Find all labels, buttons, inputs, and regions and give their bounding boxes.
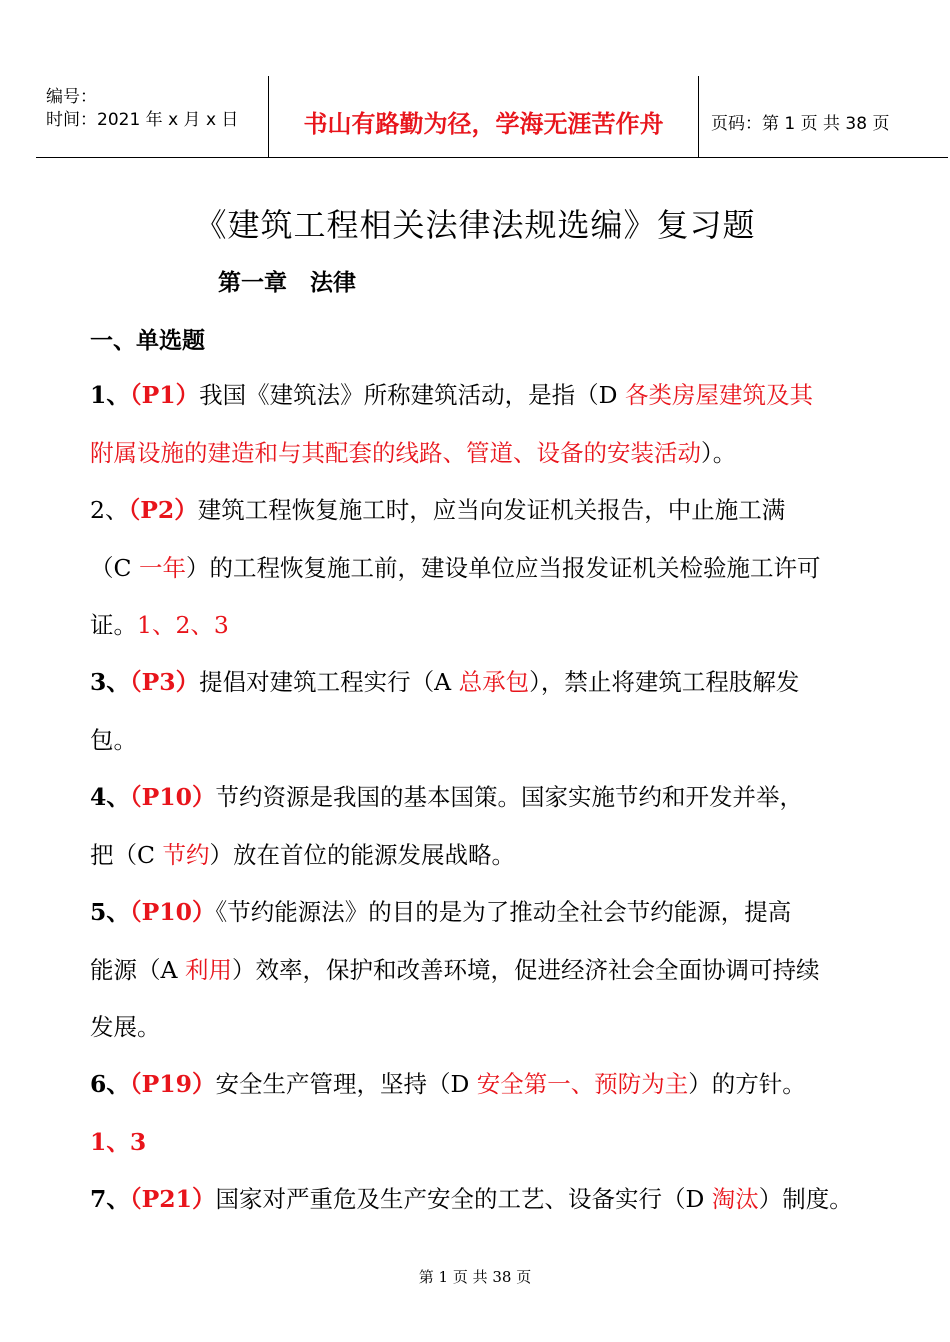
question-text: 《节约能源法》的目的是为了推动全社会节约能源，提高	[215, 898, 792, 926]
number-label: 编号：	[46, 87, 97, 107]
question-number: 1、	[90, 381, 130, 409]
question-text: 提倡对建筑工程实行（A	[199, 668, 459, 696]
question-text: ）的工程恢复施工前，建设单位应当报发证机关检验施工许可	[185, 553, 821, 582]
question-line	[90, 1171, 910, 1229]
question-text: 能源（A	[90, 955, 185, 984]
question-text: ）的方针。	[688, 1070, 806, 1098]
answer-text: 总承包	[458, 668, 530, 696]
question-item	[90, 367, 910, 482]
question-text: 国家对严重危及生产安全的工艺、设备实行（D	[215, 1185, 712, 1213]
question-item	[90, 482, 910, 655]
question-number: 5、	[90, 898, 130, 926]
question-number: 6、	[90, 1070, 130, 1098]
question-line	[90, 654, 910, 712]
page-reference: （P3）	[129, 668, 200, 696]
date-label: 时间：2021 年 x 月 x 日	[46, 110, 239, 130]
question-text: 2、	[90, 496, 129, 524]
question-item	[90, 654, 910, 769]
motto: 书山有路勤为径，学海无涯苦作舟	[303, 109, 664, 138]
document-title: 《建筑工程相关法律法规选编》复习题	[194, 206, 756, 244]
question-number: 7、	[90, 1185, 130, 1213]
page-reference: 1、3	[90, 1127, 147, 1156]
question-text: 把（C	[90, 840, 163, 869]
question-line	[90, 712, 910, 770]
question-line	[90, 769, 910, 827]
question-text: ）制度。	[758, 1185, 853, 1213]
question-number: 4、	[90, 783, 130, 811]
page-reference: （P10）	[129, 783, 216, 811]
page-footer: 第 1 页 共 38 页	[418, 1268, 532, 1286]
answer-text: 淘汰	[711, 1185, 759, 1213]
header-page-cell	[699, 76, 948, 157]
answer-text: 附属设施的建造和与其配套的线路、管道、设备的安装活动	[90, 438, 701, 467]
answer-text: 一年	[138, 553, 186, 582]
question-text: ）效率，保护和改善环境，促进经济社会全面协调可持续	[231, 955, 820, 984]
page-info: 页码：第 1 页 共 38 页	[711, 114, 890, 134]
answer-text: 各类房屋建筑及其	[624, 381, 813, 409]
question-text: ）。	[701, 438, 737, 467]
question-line	[90, 1056, 910, 1114]
question-line	[90, 425, 910, 483]
answer-text: 安全第一、预防为主	[476, 1070, 689, 1098]
question-text: ），禁止将建筑工程肢解发	[529, 668, 800, 696]
question-text: 证。	[90, 611, 137, 640]
question-line	[90, 1114, 910, 1172]
question-text: 安全生产管理，坚持（D	[215, 1070, 477, 1098]
document-header	[36, 76, 948, 158]
question-line	[90, 540, 910, 598]
page-reference: （P19）	[129, 1070, 216, 1098]
answer-text: 节约	[162, 840, 210, 869]
question-text: （C	[90, 553, 139, 582]
question-item	[90, 884, 910, 1057]
question-line	[90, 597, 910, 655]
answer-text: 利用	[184, 955, 232, 984]
question-line	[90, 367, 910, 425]
question-text: 建筑工程恢复施工时，应当向发证机关报告，中止施工满	[197, 496, 786, 524]
page-reference: （P1）	[129, 381, 200, 409]
page-reference: （P10）	[129, 898, 216, 926]
question-item	[90, 769, 910, 884]
question-line	[90, 999, 910, 1057]
header-motto-cell	[269, 76, 699, 157]
question-line	[90, 942, 910, 1000]
answer-text: 1、2、3	[137, 611, 229, 640]
header-meta-cell	[36, 76, 269, 157]
page-reference: （P21）	[129, 1185, 216, 1213]
section-heading: 一、单选题	[90, 327, 205, 354]
question-line	[90, 482, 910, 540]
question-line	[90, 884, 910, 942]
question-text: 包。	[90, 725, 137, 754]
question-text: 我国《建筑法》所称建筑活动，是指（D	[199, 381, 625, 409]
question-text: 发展。	[90, 1013, 161, 1042]
question-item	[90, 1171, 910, 1229]
page-reference: （P2）	[128, 496, 198, 524]
chapter-heading: 第一章 法律	[218, 269, 356, 296]
question-text: ）放在首位的能源发展战略。	[209, 840, 515, 869]
question-text: 节约资源是我国的基本国策。国家实施节约和开发并举，	[215, 783, 803, 811]
question-line	[90, 827, 910, 885]
question-item	[90, 1056, 910, 1171]
question-number: 3、	[90, 668, 130, 696]
